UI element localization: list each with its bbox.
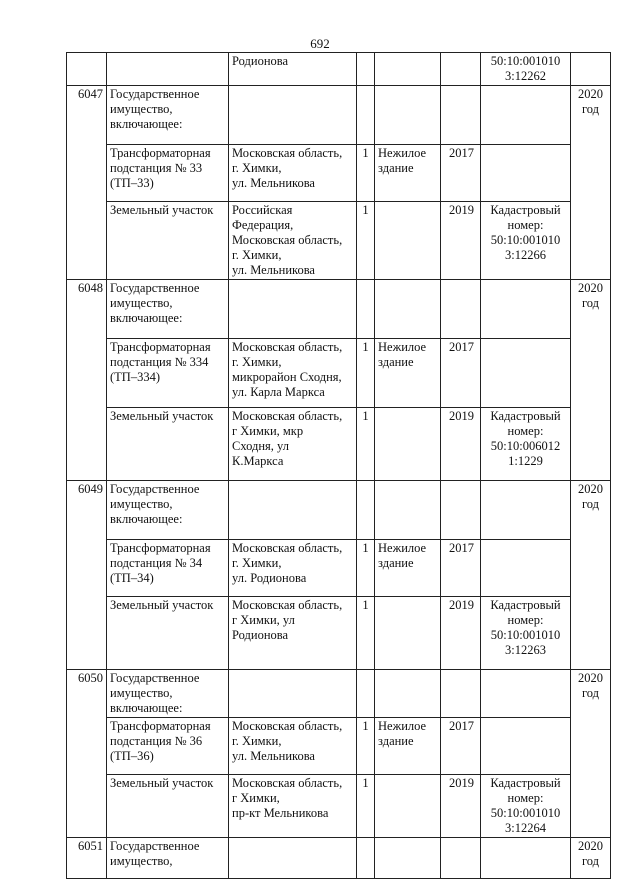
text-line: здание <box>378 355 414 369</box>
text-line: подстанция № 33 <box>110 161 203 175</box>
item-type <box>375 775 441 838</box>
page-number: 692 <box>310 36 330 51</box>
text-line: г. Химки, <box>232 355 282 369</box>
text-line: здание <box>378 734 414 748</box>
text-line: Московская область, <box>232 719 343 733</box>
text-line: Московская область, <box>232 233 343 247</box>
item-year: 2019 <box>441 408 481 481</box>
text-line: имущество, <box>110 686 173 700</box>
text-line: Нежилое <box>378 340 427 354</box>
text-line: 50:10:001010 <box>490 806 561 820</box>
item-address <box>229 145 357 202</box>
text-line: г. Химки, <box>232 161 282 175</box>
item-type <box>375 408 441 481</box>
item-name <box>107 339 229 408</box>
text-line: 50:10:001010 <box>490 628 561 642</box>
text-line: год <box>581 686 600 700</box>
text-line: г Химки, ул <box>232 613 295 627</box>
item-type <box>375 202 441 280</box>
text-line: Земельный участок <box>110 409 214 423</box>
text-line: Трансформаторная <box>110 146 211 160</box>
group-heading <box>107 481 229 540</box>
text-line: (ТП–33) <box>110 176 154 190</box>
text-line: год <box>581 497 600 511</box>
table-row <box>67 838 611 879</box>
group-heading <box>107 86 229 145</box>
text-line: г. Химки, <box>232 734 282 748</box>
text-line: имущество, <box>110 497 173 511</box>
text-line: номер: <box>507 424 544 438</box>
item-name <box>107 202 229 280</box>
item-year: 2019 <box>441 597 481 670</box>
text-line: 2020 <box>578 87 603 101</box>
text-line: здание <box>378 161 414 175</box>
text-line: 3:12266 <box>505 248 546 262</box>
text-line: ул. Карла Маркса <box>232 385 325 399</box>
text-line: Нежилое <box>378 541 427 555</box>
text-line: подстанция № 34 <box>110 556 203 570</box>
item-quantity: 1 <box>357 718 375 775</box>
item-name <box>107 540 229 597</box>
text-line: Кадастровый <box>490 776 561 790</box>
text-line: Нежилое <box>378 146 427 160</box>
text-line: Земельный участок <box>110 598 214 612</box>
text-line: номер: <box>507 791 544 805</box>
item-year: 2019 <box>441 775 481 838</box>
table-row <box>67 540 611 597</box>
item-type <box>375 339 441 408</box>
text-line: г Химки, <box>232 791 280 805</box>
text-line: пр-кт Мельникова <box>232 806 329 820</box>
item-year: 2019 <box>441 202 481 280</box>
text-line: Трансформаторная <box>110 719 211 733</box>
table-row <box>67 339 611 408</box>
text-line: 2020 <box>578 482 603 496</box>
text-line: г. Химки, <box>232 248 282 262</box>
item-cadastral <box>481 718 571 775</box>
item-year: 2017 <box>441 339 481 408</box>
item-name <box>107 597 229 670</box>
table-row <box>67 408 611 481</box>
text-line: ул. Мельникова <box>232 749 315 763</box>
table-row <box>67 670 611 718</box>
text-line: 2020 <box>578 839 603 853</box>
text-line: Кадастровый <box>490 409 561 423</box>
text-line: 2020 <box>578 671 603 685</box>
item-quantity: 1 <box>357 408 375 481</box>
text-line: год <box>581 102 600 116</box>
item-type <box>375 145 441 202</box>
text-line: Кадастровый <box>490 203 561 217</box>
item-type <box>375 718 441 775</box>
text-line: 50:10:001010 <box>490 233 561 247</box>
table-row <box>67 775 611 838</box>
text-line: Московская область, <box>232 146 343 160</box>
text-line: Кадастровый <box>490 598 561 612</box>
table-row <box>67 202 611 280</box>
text-line: включающее: <box>110 701 183 715</box>
text-line: номер: <box>507 613 544 627</box>
item-cadastral <box>481 339 571 408</box>
item-name <box>107 718 229 775</box>
text-line: К.Маркса <box>232 454 284 468</box>
text-line: Московская область, <box>232 598 343 612</box>
text-line: г Химки, мкр <box>232 424 304 438</box>
group-heading <box>107 670 229 718</box>
table-row <box>67 145 611 202</box>
item-year: 2017 <box>441 718 481 775</box>
record-number: 6049 <box>67 481 107 670</box>
text-line: год <box>581 296 600 310</box>
text-line: Государственное <box>110 482 200 496</box>
item-quantity: 1 <box>357 597 375 670</box>
item-year: 2017 <box>441 540 481 597</box>
text-line: 2020 <box>578 281 603 295</box>
item-type <box>375 597 441 670</box>
cadastral-cell: 50:10:001010 3:12262 <box>481 53 571 86</box>
text-line: Государственное <box>110 671 200 685</box>
text-line: имущество, <box>110 102 173 116</box>
item-name <box>107 145 229 202</box>
table-body <box>67 53 611 879</box>
text-line: ул. Мельникова <box>232 263 315 277</box>
text-line: Сходня, ул <box>232 439 289 453</box>
item-cadastral <box>481 597 571 670</box>
record-number: 6048 <box>67 280 107 481</box>
table-row <box>67 53 611 86</box>
registration-year <box>571 838 611 879</box>
registration-year <box>571 280 611 481</box>
registration-year <box>571 670 611 838</box>
text-line: включающее: <box>110 512 183 526</box>
item-quantity: 1 <box>357 202 375 280</box>
text-line: (ТП–34) <box>110 571 154 585</box>
item-address <box>229 408 357 481</box>
text-line: ул. Мельникова <box>232 176 315 190</box>
item-address <box>229 202 357 280</box>
text-line: 3:12263 <box>505 643 546 657</box>
text-line: Земельный участок <box>110 776 214 790</box>
text-line: Государственное <box>110 839 200 853</box>
text-line: Нежилое <box>378 719 427 733</box>
item-cadastral <box>481 408 571 481</box>
text-line: (ТП–334) <box>110 370 160 384</box>
text-line: 50:10:006012 <box>490 439 561 453</box>
text-line: (ТП–36) <box>110 749 154 763</box>
text-line: здание <box>378 556 414 570</box>
property-table <box>66 52 611 879</box>
registration-year <box>571 481 611 670</box>
text-line: подстанция № 36 <box>110 734 203 748</box>
table-row <box>67 718 611 775</box>
text-line: имущество, <box>110 296 173 310</box>
text-line: Московская область, <box>232 340 343 354</box>
item-quantity: 1 <box>357 540 375 597</box>
text-line: Государственное <box>110 87 200 101</box>
text-line: Родионова <box>232 628 289 642</box>
text-line: Московская область, <box>232 409 343 423</box>
item-cadastral <box>481 202 571 280</box>
item-cadastral <box>481 145 571 202</box>
text-line: микрорайон Сходня, <box>232 370 342 384</box>
record-number: 6047 <box>67 86 107 280</box>
record-number: 6051 <box>67 838 107 879</box>
table-row <box>67 481 611 540</box>
item-address <box>229 540 357 597</box>
item-address <box>229 775 357 838</box>
text-line: включающее: <box>110 117 183 131</box>
text-line: подстанция № 334 <box>110 355 209 369</box>
text-line: Государственное <box>110 281 200 295</box>
item-cadastral <box>481 775 571 838</box>
table-row <box>67 86 611 145</box>
text-line: ул. Родионова <box>232 571 307 585</box>
text-line: 3:12264 <box>505 821 546 835</box>
group-heading <box>107 838 229 879</box>
text-line: Российская <box>232 203 293 217</box>
text-line: номер: <box>507 218 544 232</box>
item-year: 2017 <box>441 145 481 202</box>
text-line: включающее: <box>110 311 183 325</box>
item-name <box>107 408 229 481</box>
address-cell: Родионова <box>229 53 357 86</box>
text-line: г. Химки, <box>232 556 282 570</box>
item-cadastral <box>481 540 571 597</box>
text-line: Московская область, <box>232 776 343 790</box>
item-address <box>229 718 357 775</box>
text-line: Трансформаторная <box>110 340 211 354</box>
table-row <box>67 597 611 670</box>
text-line: 1:1229 <box>508 454 543 468</box>
item-quantity: 1 <box>357 145 375 202</box>
text-line: Московская область, <box>232 541 343 555</box>
registration-year <box>571 86 611 280</box>
text-line: год <box>581 854 600 868</box>
item-type <box>375 540 441 597</box>
table-row <box>67 280 611 339</box>
item-quantity: 1 <box>357 339 375 408</box>
text-line: имущество, <box>110 854 173 868</box>
item-quantity: 1 <box>357 775 375 838</box>
record-number: 6050 <box>67 670 107 838</box>
group-heading <box>107 280 229 339</box>
text-line: Федерация, <box>232 218 294 232</box>
item-name <box>107 775 229 838</box>
text-line: Трансформаторная <box>110 541 211 555</box>
text-line: Земельный участок <box>110 203 214 217</box>
item-address <box>229 597 357 670</box>
item-address <box>229 339 357 408</box>
